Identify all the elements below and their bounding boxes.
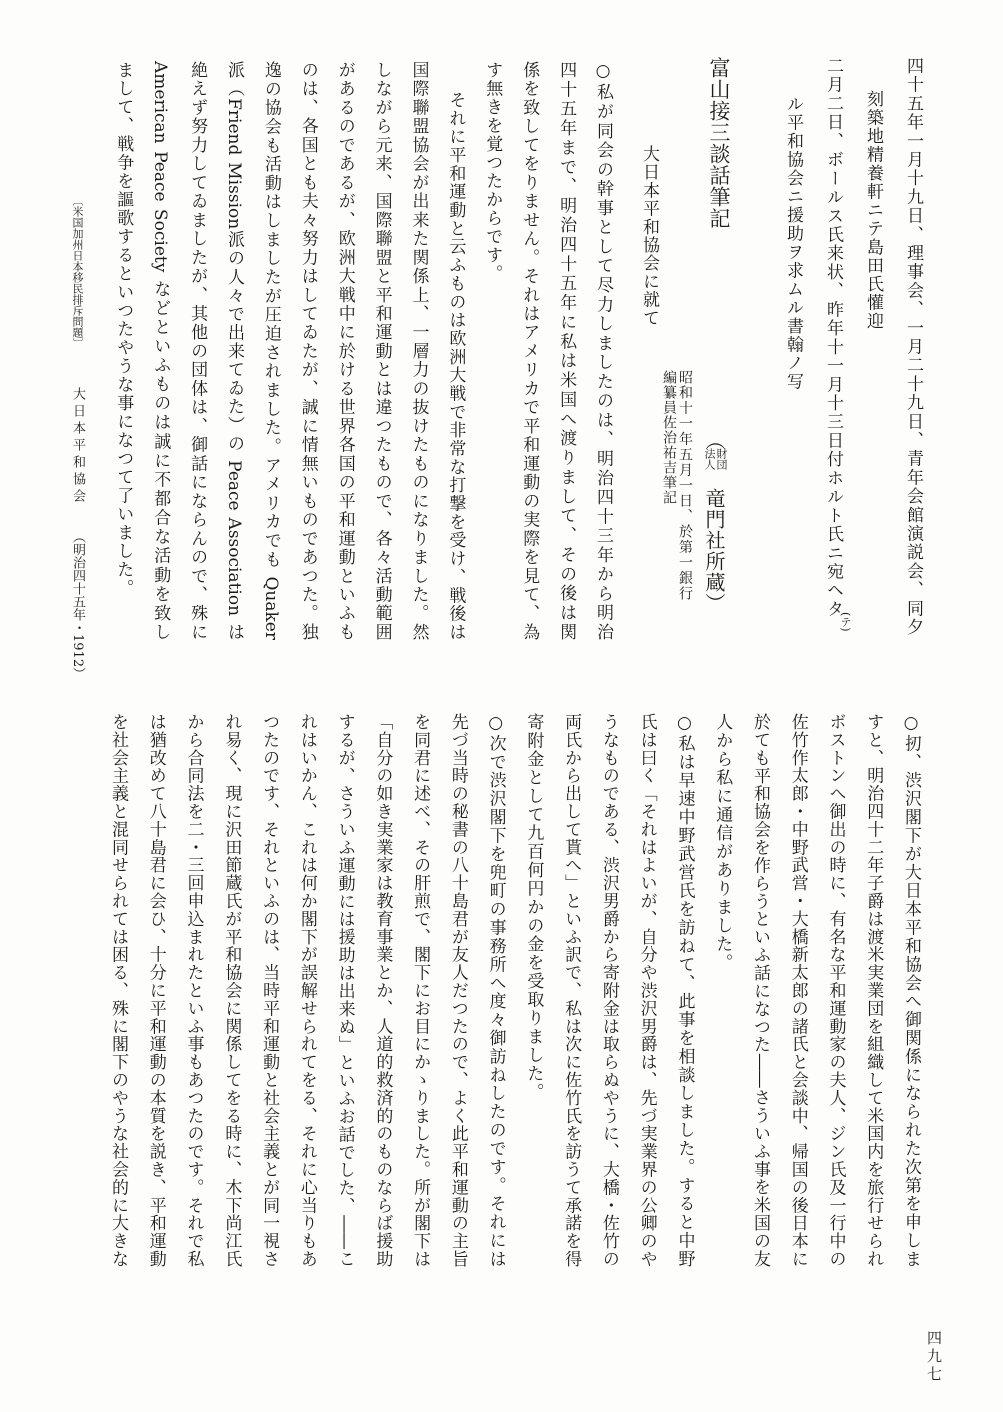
- source-line: 編纂員佐治祐吉筆記: [661, 370, 677, 505]
- text-line: 氏は曰く「それはよいが、自分や渋沢男爵は、先づ実業界の公卿のや: [636, 713, 657, 1267]
- header-annotation: (テ): [839, 612, 852, 632]
- text-line: 「自分の如き実業家は教育事業とか、人道的救済的のものならば援助: [372, 713, 393, 1267]
- collection-open-paren: （: [702, 430, 726, 450]
- text-line: ボストンへ御出の時に、有名な平和運動家の夫人、ジン氏及一行中の: [825, 713, 846, 1267]
- source-line: 昭和十一年五月一日、於第一銀行: [677, 370, 693, 600]
- text-line: しながら元来、国際聯盟と平和運動とは違つたもので、各々活動範囲: [371, 61, 392, 640]
- text-line: 派（Friend Mission派の人々で出来てゐた）の Peace Association は: [224, 61, 244, 640]
- text-line: American Peace Society などといふものは誠に不都合な活動を致し: [150, 61, 171, 640]
- text-line: 佐竹作太郎・中野武営・大橋新太郎の諸氏と会談中、帰国の後日本に: [787, 713, 808, 1267]
- article-title: 富山接三談話筆記: [707, 57, 731, 229]
- text-line: を同君に述べ、その肝煎で、閣下にお目にかゝりました。所が閣下は: [410, 713, 431, 1267]
- text-line: 四十五年まで、明治四十五年に私は米国へ渡りまして、その後は関: [556, 61, 577, 640]
- text-line: 絶えず努力してゐましたが、其他の団体は、御話にならんので、殊に: [187, 61, 208, 640]
- running-footer-period: （明治四十五年・1912）: [70, 530, 85, 681]
- text-line: ○次で渋沢閣下を兜町の事務所へ度々御訪ねしたのです。それには: [485, 713, 506, 1267]
- text-line: 国際聯盟協会が出来た関係上、一層力の抜けたものになりました。然: [408, 61, 429, 641]
- text-line: うなものである、渋沢男爵から寄附金は取らぬやうに、大橋・佐竹の: [598, 713, 619, 1267]
- text-line: を社会主義と混同せられては困る、殊に閣下のやうな社会的に大きな: [108, 713, 129, 1267]
- text-line: 於ても平和協会を作らうといふ話になつた――さういふ事を米国の友: [749, 713, 770, 1267]
- page-number: 四九七: [925, 1330, 943, 1384]
- text-line: から合同法を二・三回申込まれたといふ事もあつたのです。それで私: [183, 713, 204, 1267]
- text-line: 先づ当時の秘書の八十島君が友人だつたので、よく此平和運動の主旨: [447, 713, 468, 1267]
- text-line: 両氏から出して貰へ」といふ訳で、私は次に佐竹氏を訪うて承諾を得: [561, 713, 582, 1267]
- text-line: つたのです、それといふのは、当時平和運動と社会主義とが同一視さ: [259, 713, 280, 1267]
- collection-org-type: 法人: [703, 448, 716, 470]
- running-footer-section: 〔米国加州日本移民排斥問題〕: [71, 195, 84, 349]
- text-line: 逸の協会も活動はしましたが圧迫されました。アメリカでも Quaker: [260, 61, 281, 640]
- running-footer-subject: 大日本平和協会: [70, 387, 85, 506]
- text-line: まして、戦争を謳歌するといつたやうな事になつて了いました。: [113, 61, 134, 598]
- header-line: 刻築地精養軒ニテ島田氏懽迎: [863, 90, 883, 331]
- text-line: それに平和運動と云ふものは欧洲大戦で非常な打撃を受け、戦後は: [445, 91, 466, 640]
- text-line: ○私は早速中野武営氏を訪ねて、此事を相談しました。すると中野: [674, 713, 695, 1267]
- text-line: ○扨、渋沢閣下が大日本平和協会へ御関係になられた次第を申しま: [901, 713, 921, 1267]
- header-line: 四十五年一月十九日、理事会、一月二十九日、青年会館演説会、同夕: [903, 57, 923, 635]
- text-line: があるのであるが、欧洲大戦中に於ける世界各国の平和運動といふも: [334, 61, 355, 640]
- text-line: は猶改めて八十島君に会ひ、十分に平和運動の本質を説き、平和運動: [145, 713, 166, 1267]
- section-heading: 大日本平和協会に就て: [639, 145, 659, 327]
- header-line: ル平和協会ニ援助ヲ求ムル書翰ノ写: [783, 95, 803, 391]
- collection-name: 竜門社所蔵）: [702, 488, 726, 614]
- text-line: れはいかん、これは何か閣下が誤解せられてをる、それに心当りもあ: [296, 713, 317, 1267]
- text-line: れ易く、現に沢田節蔵氏が平和協会に関係してをる時に、木下尚江氏: [221, 713, 242, 1267]
- header-line: 二月二日、ボールス氏来状、昨年十一月十三日付ホルト氏ニ宛ヘタ: [823, 57, 843, 617]
- text-line: す無きを覚つたからです。: [482, 61, 503, 283]
- text-line: するが、さういふ運動には援助は出来ぬ」といふお話でした、――こ: [334, 713, 355, 1267]
- text-line: のは、各国とも夫々努力はしてゐたが、誠に情無いものであつた。独: [297, 61, 318, 640]
- text-line: 係を致してをりません。それはアメリカで平和運動の実際を見て、為: [519, 61, 540, 640]
- text-line: すと、明治四十二年子爵は渡米実業団を組織して米国内を旅行せられ: [863, 713, 884, 1267]
- text-line: 寄附金として九百何円かの金を受取りました。: [523, 713, 544, 1102]
- collection-org-type: 財団: [715, 448, 728, 470]
- text-line: 人から私に通信がありました。: [712, 713, 733, 972]
- text-line: ○私が同会の幹事として尽力しましたのは、明治四十三年から明治: [593, 61, 613, 640]
